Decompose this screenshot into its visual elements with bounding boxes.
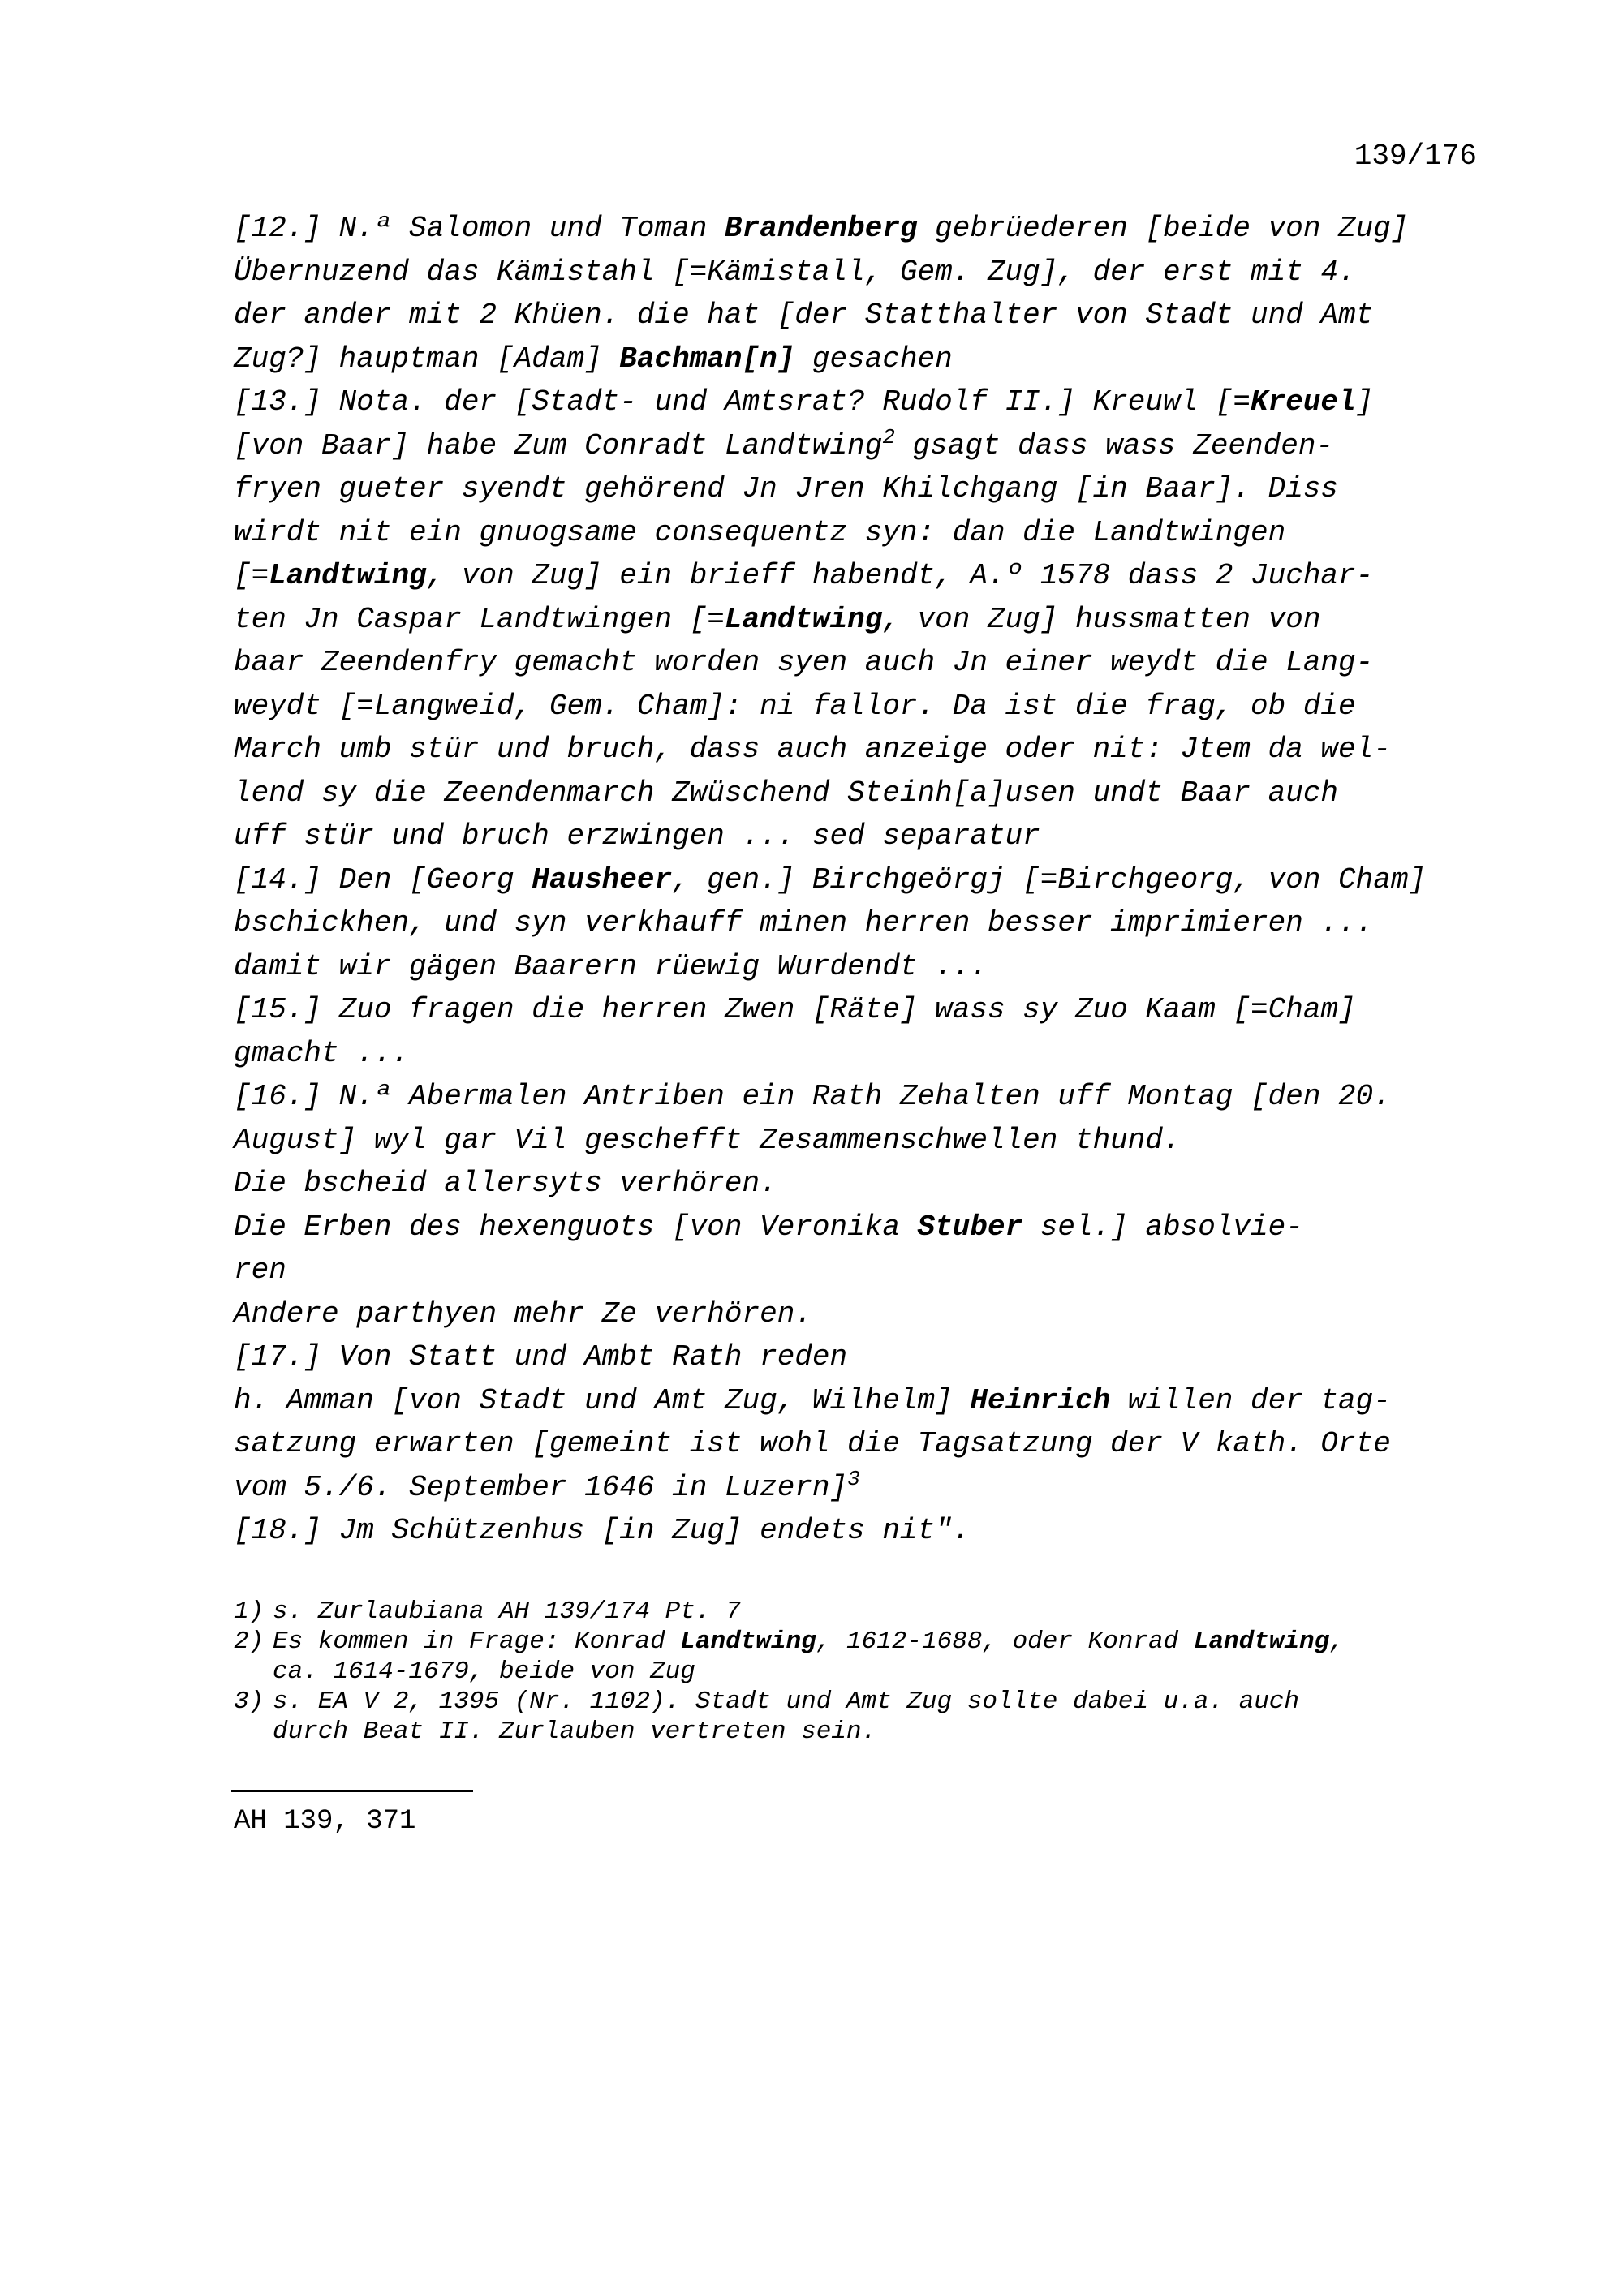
text-run: gebrüederen [beide von Zug]: [917, 212, 1409, 245]
entry: [234, 1509, 1500, 1553]
text-run: h. Amman [von Stadt und Amt Zug, Wilhelm]: [234, 1383, 971, 1417]
entry-line: [234, 945, 1500, 989]
footnotes: [234, 1597, 1500, 1747]
entry-line: [234, 1162, 1500, 1206]
entry: [234, 1075, 1500, 1335]
text-run: gesachen: [794, 342, 953, 376]
entry-line: [234, 511, 1500, 555]
footnote-text: [273, 1597, 1500, 1627]
footnote-line: [273, 1717, 1500, 1747]
text-run: Es kommen in Frage: Konrad: [273, 1627, 681, 1656]
entry-line: [234, 685, 1500, 729]
entry-line: [234, 338, 1500, 381]
bold-name: Landtwing: [724, 602, 883, 636]
footnote: [234, 1597, 1500, 1627]
entry: [234, 1335, 1500, 1509]
footnote-ref: 2: [882, 424, 895, 449]
text-run: gmacht ...: [234, 1036, 410, 1070]
separator-rule: [231, 1790, 473, 1792]
text-run: baar Zeendenfry gemacht worden syen auch Jn einer weydt die Lang-: [234, 646, 1374, 679]
text-run: fryen gueter syendt gehörend Jn Jren Khilchgang [in Baar]. Diss: [234, 472, 1339, 505]
entry: [234, 207, 1500, 381]
entry-line: [234, 424, 1500, 468]
entry-line: [234, 207, 1500, 251]
entry-line: [234, 1032, 1500, 1076]
text-run: ]: [1355, 385, 1374, 419]
text-run: durch Beat II. Zurlauben vertreten sein.: [273, 1718, 877, 1746]
text-run: Die bscheid allersyts verhören.: [234, 1167, 777, 1200]
text-run: vom 5./6. September 1646 in Luzern]: [234, 1470, 848, 1504]
entry-line: [234, 858, 1500, 902]
text-run: [13.] Nota. der [Stadt- und Amtsrat? Rudolf II.] Kreuwl [=: [234, 385, 1251, 419]
footnote-number: 1): [234, 1597, 265, 1626]
text-run: s. Zurlaubiana AH 139/174 Pt. 7: [273, 1597, 741, 1626]
text-run: uff stür und bruch erzwingen ... sed separatur: [234, 819, 1040, 853]
text-run: s. EA V 2, 1395 (Nr. 1102). Stadt und Amt Zug sollte dabei u.a. auch: [273, 1688, 1300, 1716]
entry-line: [234, 815, 1500, 858]
bold-name: Brandenberg: [724, 212, 918, 245]
text-run: , von Zug] hussmatten von: [882, 602, 1321, 636]
transcription-body: [234, 207, 1500, 1553]
footnote-line: [273, 1627, 1500, 1657]
text-run: ren: [234, 1253, 286, 1287]
bold-name: Heinrich: [970, 1383, 1111, 1417]
text-run: Die Erben des hexenguots [von Veronika: [234, 1210, 918, 1244]
text-run: der ander mit 2 Khüen. die hat [der Statthalter von Stadt und Amt: [234, 299, 1374, 332]
entry-line: [234, 1466, 1500, 1510]
text-run: gsagt dass wass Zeenden-: [894, 428, 1334, 462]
bold-name: Bachman[n]: [619, 342, 795, 376]
entry-line: [234, 901, 1500, 945]
footnote: [234, 1687, 1500, 1747]
entry-line: [234, 467, 1500, 511]
entry-line: [234, 554, 1500, 598]
text-run: [von Baar] habe Zum Conradt Landtwing: [234, 428, 883, 462]
footnote-text: [273, 1687, 1500, 1747]
bold-name: Landtwing: [1193, 1627, 1330, 1656]
text-run: satzung erwarten [gemeint ist wohl die Tagsatzung der V kath. Orte: [234, 1427, 1391, 1460]
text-run: lend sy die Zeendenmarch Zwüschend Steinh[a]usen undt Baar auch: [234, 776, 1339, 810]
bold-name: Landtwing: [680, 1627, 816, 1656]
bold-name: Landtwing: [269, 559, 427, 592]
text-run: sel.] absolvie-: [1022, 1210, 1303, 1244]
entry-line: [234, 1119, 1500, 1163]
entry-line: [234, 1075, 1500, 1119]
entry-line: [234, 1292, 1500, 1336]
entry-line: [234, 1206, 1500, 1249]
entry-line: [234, 1379, 1500, 1423]
page-number: 139/176: [1354, 140, 1477, 173]
entry-line: [234, 251, 1500, 295]
bold-name: Stuber: [917, 1210, 1023, 1244]
footnote-text: [273, 1627, 1500, 1687]
entry-line: [234, 988, 1500, 1032]
entry-line: [234, 1335, 1500, 1379]
entry-line: [234, 641, 1500, 685]
text-run: [14.] Den [Georg: [234, 862, 532, 896]
entry-line: [234, 1509, 1500, 1553]
text-run: August] wyl gar Vil geschefft Zesammenschwellen thund.: [234, 1123, 1181, 1157]
entry-line: [234, 772, 1500, 815]
entry: [234, 858, 1500, 989]
text-run: , von Zug] ein brieff habendt, A.º 1578 dass 2 Juchar-: [426, 559, 1374, 592]
footnote-line: [273, 1687, 1500, 1717]
text-run: [16.] N.ª Abermalen Antriben ein Rath Zehalten uff Montag [den 20.: [234, 1080, 1391, 1113]
entry: [234, 381, 1500, 858]
entry-line: [234, 728, 1500, 772]
text-run: [=: [234, 559, 269, 592]
footnote-number: 2): [234, 1627, 265, 1656]
footnote-line: [273, 1657, 1500, 1687]
text-run: Andere parthyen mehr Ze verhören.: [234, 1296, 812, 1331]
archive-signature: AH 139, 371: [234, 1806, 416, 1837]
text-run: [15.] Zuo fragen die herren Zwen [Räte] wass sy Zuo Kaam [=Cham]: [234, 993, 1356, 1026]
text-run: Zug?] hauptman [Adam]: [234, 342, 620, 376]
footnote: [234, 1627, 1500, 1687]
text-run: ,: [1329, 1627, 1345, 1656]
text-run: [12.] N.ª Salomon und Toman: [234, 212, 725, 245]
text-run: bschickhen, und syn verkhauff minen herren besser imprimieren ...: [234, 906, 1374, 939]
text-run: [17.] Von Statt und Ambt Rath reden: [234, 1340, 848, 1374]
entry-line: [234, 1249, 1500, 1292]
footnote-line: [273, 1597, 1500, 1627]
entry-line: [234, 381, 1500, 424]
text-run: ca. 1614-1679, beide von Zug: [273, 1658, 695, 1686]
text-run: , gen.] Birchgeörgj [=Birchgeorg, von Cham]: [672, 862, 1427, 896]
bold-name: Kreuel: [1251, 385, 1356, 419]
footnote-ref: 3: [847, 1466, 860, 1491]
text-run: Übernuzend das Kämistahl [=Kämistall, Gem. Zug], der erst mit 4.: [234, 255, 1356, 289]
footnote-number: 3): [234, 1688, 265, 1716]
text-run: wirdt nit ein gnuogsame consequentz syn: dan die Landtwingen: [234, 515, 1286, 549]
entry-line: [234, 294, 1500, 338]
entry-line: [234, 598, 1500, 642]
text-run: weydt [=Langweid, Gem. Cham]: ni fallor. Da ist die frag, ob die: [234, 689, 1356, 723]
text-run: [18.] Jm Schützenhus [in Zug] endets nit".: [234, 1514, 971, 1547]
entry-line: [234, 1422, 1500, 1466]
text-run: March umb stür und bruch, dass auch anzeige oder nit: Jtem da wel-: [234, 733, 1391, 766]
text-run: damit wir gägen Baarern rüewig Wurdendt ...: [234, 949, 988, 983]
text-run: ten Jn Caspar Landtwingen [=: [234, 602, 725, 636]
text-run: willen der tag-: [1110, 1383, 1391, 1417]
text-run: , 1612-1688, oder Konrad: [816, 1627, 1194, 1656]
bold-name: Hausheer: [532, 862, 673, 896]
entry: [234, 988, 1500, 1075]
